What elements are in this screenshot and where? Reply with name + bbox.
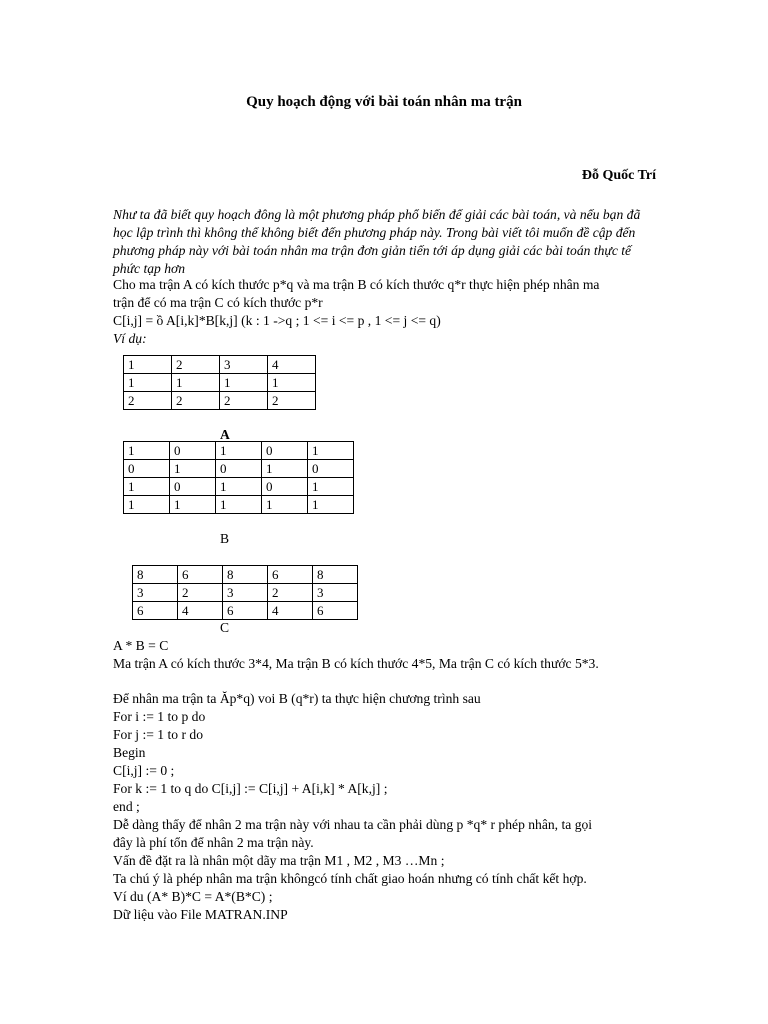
matrix-cell: 0 (216, 460, 262, 478)
matrix-cell: 1 (124, 496, 170, 514)
matrix-row (124, 392, 316, 410)
matrix-a-label: A (220, 427, 230, 442)
matrix-cell: 1 (220, 374, 268, 392)
matrix-cell: 2 (172, 392, 220, 410)
matrix-row (124, 442, 354, 460)
matrix-a-table (123, 355, 316, 410)
matrix-cell: 1 (170, 460, 216, 478)
matrix-cell: 1 (216, 496, 262, 514)
code-line: end ; (113, 799, 140, 814)
paragraph-line: Ma trận A có kích thước 3*4, Ma trận B có kích thước 4*5, Ma trận C có kích thước 5*3. (113, 656, 599, 671)
matrix-row (133, 602, 358, 620)
matrix-cell: 8 (313, 566, 358, 584)
code-line: For i := 1 to p do (113, 709, 206, 724)
matrix-cell: 2 (172, 356, 220, 374)
matrix-c-label: C (220, 620, 230, 635)
matrix-cell: 1 (216, 442, 262, 460)
matrix-cell: 1 (124, 374, 172, 392)
matrix-cell: 2 (124, 392, 172, 410)
paragraph-line: Dễ dàng thấy để nhân 2 ma trận này với nhau ta cần phải dùng p *q* r phép nhân, ta gọi (113, 817, 593, 832)
paragraph-line: Cho ma trận A có kích thước p*q và ma trận B có kích thước q*r thực hiện phép nhân ma (113, 277, 600, 292)
matrix-cell: 1 (124, 442, 170, 460)
equation-line: A * B = C (113, 638, 169, 653)
author-name: Đỗ Quốc Trí (581, 168, 656, 183)
matrix-cell: 4 (268, 602, 313, 620)
code-line: Begin (113, 745, 146, 760)
paragraph-line: Ta chú ý là phép nhân ma trận khôngcó tính chất giao hoán nhưng có tính chất kết hợp. (113, 871, 587, 886)
matrix-cell: 4 (178, 602, 223, 620)
matrix-cell: 2 (178, 584, 223, 602)
matrix-cell: 0 (262, 478, 308, 496)
paragraph-line: Dữ liệu vào File MATRAN.INP (113, 907, 288, 922)
matrix-cell: 2 (220, 392, 268, 410)
matrix-cell: 0 (262, 442, 308, 460)
matrix-cell: 6 (133, 602, 178, 620)
paragraph-line: đây là phí tổn để nhân 2 ma trận này. (113, 835, 314, 850)
paragraph-line: Ví du (A* B)*C = A*(B*C) ; (113, 889, 273, 904)
matrix-cell: 1 (124, 478, 170, 496)
matrix-row (124, 496, 354, 514)
matrix-cell: 6 (178, 566, 223, 584)
matrix-cell: 1 (308, 496, 354, 514)
matrix-cell: 8 (133, 566, 178, 584)
formula-line: C[i,j] = ồ A[i,k]*B[k,j] (k : 1 ->q ; 1 <= i <= p , 1 <= j <= q) (113, 313, 441, 328)
matrix-cell: 0 (124, 460, 170, 478)
matrix-row (124, 374, 316, 392)
matrix-cell: 1 (262, 496, 308, 514)
matrix-cell: 3 (220, 356, 268, 374)
matrix-cell: 2 (268, 392, 316, 410)
code-line: C[i,j] := 0 ; (113, 763, 175, 778)
matrix-cell: 1 (308, 442, 354, 460)
matrix-cell: 4 (268, 356, 316, 374)
intro-paragraph: Như ta đã biết quy hoạch đông là một phương pháp phổ biến để giải các bài toán, và nếu bạn đã học lập trình thì không thể không biết đến phương pháp này. Trong bài viết tôi muốn đề cập đến phương pháp này với bài toán nhân ma trận đơn giản tiến tới áp dụng giải các bài toán thực tế phức tạp hơn (113, 207, 641, 276)
paragraph-line: Để nhân ma trận ta Ăp*q) voi B (q*r) ta thực hiện chương trình sau (113, 691, 481, 706)
page-title: Quy hoạch động với bài toán nhân ma trận (246, 94, 522, 110)
matrix-cell: 0 (308, 460, 354, 478)
matrix-cell: 6 (223, 602, 268, 620)
matrix-cell: 1 (216, 478, 262, 496)
matrix-cell: 1 (124, 356, 172, 374)
code-line: For k := 1 to q do C[i,j] := C[i,j] + A[i,k] * A[k,j] ; (113, 781, 388, 796)
matrix-b-label: B (220, 531, 230, 546)
paragraph-line: Vấn đề đặt ra là nhân một dãy ma trận M1 , M2 , M3 …Mn ; (113, 853, 445, 868)
matrix-cell: 1 (172, 374, 220, 392)
matrix-cell: 8 (223, 566, 268, 584)
matrix-cell: 1 (262, 460, 308, 478)
matrix-row (124, 478, 354, 496)
matrix-cell: 3 (133, 584, 178, 602)
matrix-cell: 1 (170, 496, 216, 514)
matrix-cell: 0 (170, 442, 216, 460)
paragraph-line: trận để có ma trận C có kích thước p*r (113, 295, 323, 310)
matrix-cell: 0 (170, 478, 216, 496)
matrix-cell: 2 (268, 584, 313, 602)
matrix-row (133, 584, 358, 602)
example-label: Ví dụ: (113, 331, 147, 346)
matrix-row (124, 460, 354, 478)
matrix-cell: 1 (308, 478, 354, 496)
matrix-row (133, 566, 358, 584)
matrix-row (124, 356, 316, 374)
matrix-cell: 3 (313, 584, 358, 602)
matrix-b-table (123, 441, 354, 514)
matrix-cell: 6 (313, 602, 358, 620)
matrix-cell: 1 (268, 374, 316, 392)
code-line: For j := 1 to r do (113, 727, 203, 742)
matrix-cell: 3 (223, 584, 268, 602)
matrix-c-table (132, 565, 358, 620)
matrix-cell: 6 (268, 566, 313, 584)
